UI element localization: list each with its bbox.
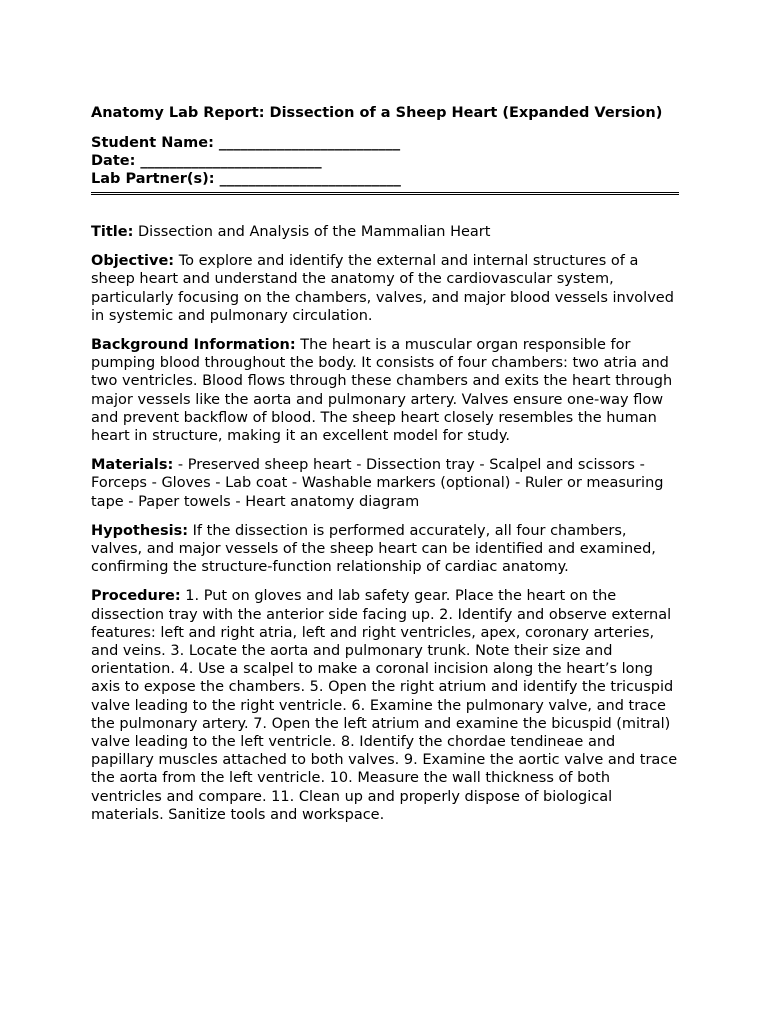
lab-partners-field: Lab Partner(s): _________________________	[91, 171, 401, 187]
section-text: - Preserved sheep heart - Dissection tray - Scalpel and scissors - Forceps - Gloves - Lab coat - Washable markers (optional) - Ruler or measuring tape - Paper towels - Heart anatomy diagram	[91, 457, 664, 510]
document-page	[91, 104, 681, 835]
section-label: Materials:	[91, 457, 174, 474]
section-background	[91, 336, 681, 445]
section-objective	[91, 252, 681, 325]
document-title: Anatomy Lab Report: Dissection of a Sheep Heart (Expanded Version)	[91, 105, 663, 121]
student-name-field: Student Name: _________________________	[91, 135, 401, 151]
section-title	[91, 223, 681, 241]
section-label: Hypothesis:	[91, 522, 189, 539]
section-text: If the dissection is performed accurately, all four chambers, valves, and major vessels of the sheep heart can be identified and examined, confirming the structure-function relationship of cardiac anatomy.	[91, 522, 656, 576]
header-divider	[91, 192, 679, 195]
report-body	[91, 223, 681, 824]
section-text: To explore and identify the external and internal structures of a sheep heart and understand the anatomy of the cardiovascular system, particularly focusing on the chambers, valves, and major blood vessels involved in systemic and pulmonary circulation.	[91, 253, 674, 324]
section-hypothesis	[91, 522, 681, 577]
section-text: Dissection and Analysis of the Mammalian Heart	[133, 224, 491, 240]
date-field: Date: _________________________	[91, 153, 322, 169]
section-label: Background Information:	[91, 337, 296, 354]
section-label: Title:	[91, 224, 134, 240]
section-materials	[91, 456, 681, 511]
header-fields	[91, 134, 681, 188]
section-text: The heart is a muscular organ responsible for pumping blood throughout the body. It consists of four chambers: two atria and two ventricles. Blood flows through these chambers and exits the heart through major vessels like the aorta and pulmonary artery. Valves ensure one-way flow and prevent backflow of blood. The sheep heart closely resembles the human heart in structure, making it an excellent model for study.	[91, 337, 673, 445]
section-label: Objective:	[91, 253, 175, 270]
section-text: 1. Put on gloves and lab safety gear. Place the heart on the dissection tray with the anterior side facing up. 2. Identify and observe external features: left and right atria, left and right ventricles, apex, coronary arteries, and veins. 3. Locate the aorta and pulmonary trunk. Note their size and orientation. 4. Use a scalpel to make a coronal incision along the heart’s long axis to expose the chambers. 5. Open the right atrium and identify the tricuspid valve leading to the right ventricle. 6. Examine the pulmonary valve, and trace the pulmonary artery. 7. Open the left atrium and examine the bicuspid (mitral) valve leading to the left ventricle. 8. Identify the chordae tendineae and papillary muscles attached to both valves. 9. Examine the aortic valve and trace the aorta from the left ventricle. 10. Measure the wall thickness of both ventricles and compare. 11. Clean up and properly dispose of biological materials. Sanitize tools and workspace.	[91, 588, 678, 823]
section-procedure	[91, 587, 681, 824]
section-label: Procedure:	[91, 588, 181, 605]
